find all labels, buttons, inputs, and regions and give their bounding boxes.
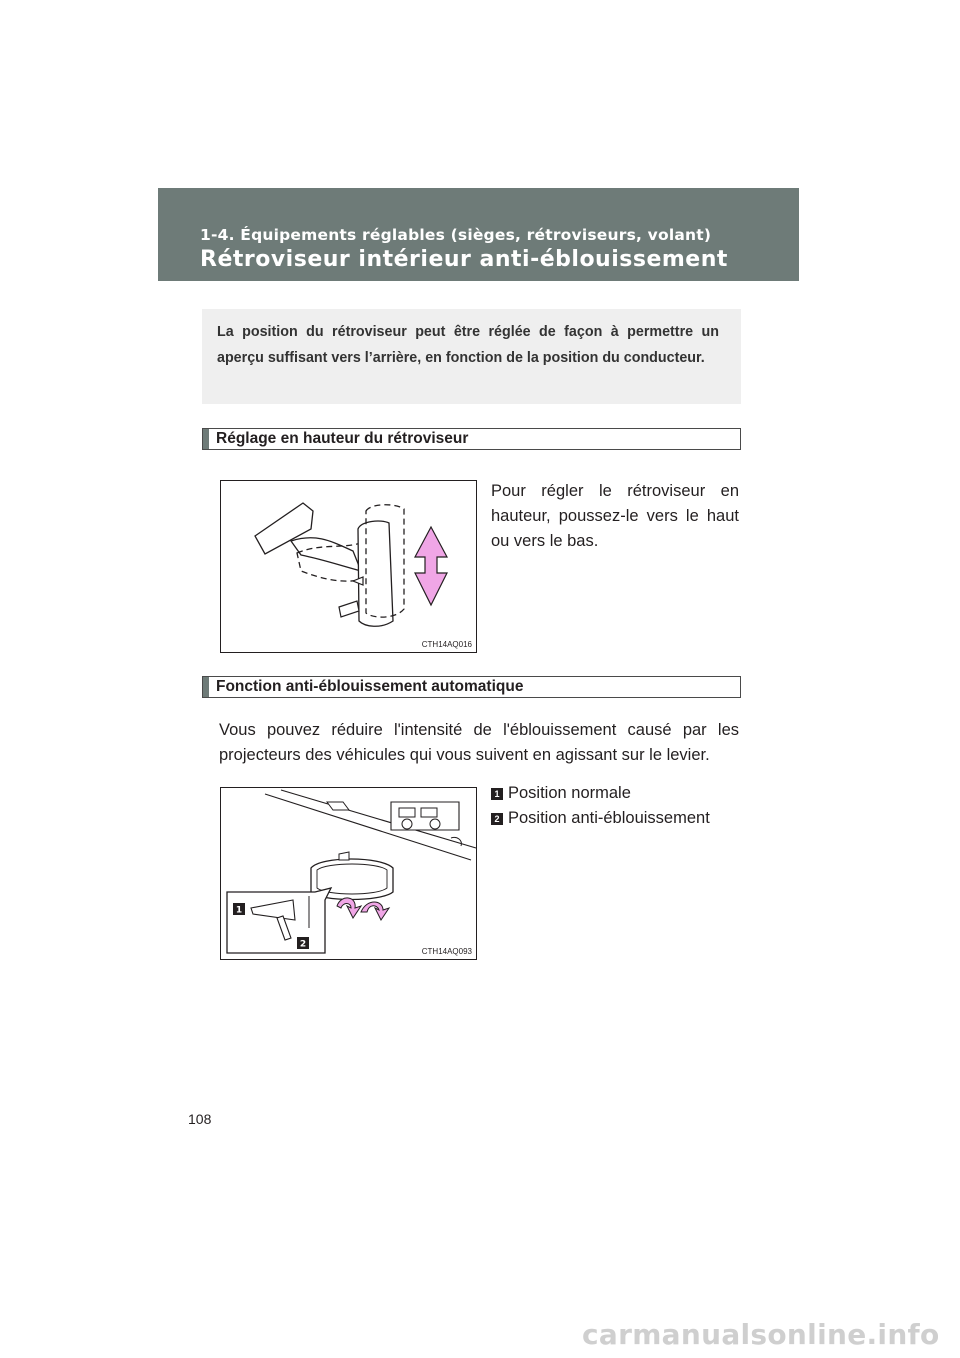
page-number: 108: [188, 1111, 212, 1127]
section-heading-text: Réglage en hauteur du rétroviseur: [216, 430, 469, 447]
heading-bar: [203, 677, 209, 697]
watermark: carmanualsonline.info: [582, 1318, 940, 1351]
intro-text: La position du rétroviseur peut être réglée de façon à permettre un aperçu suffisant vers l’arrière, en fonction de la position du conducteur.: [217, 324, 719, 366]
number-2-label: 2: [299, 939, 307, 950]
list-item-label: Position normale: [508, 784, 631, 802]
height-adjust-text: Pour régler le rétroviseur en hauteur, poussez-le vers le haut ou vers le bas.: [491, 482, 739, 550]
figure-mirror-height: [220, 480, 477, 653]
figure-code: CTH14AQ093: [421, 947, 472, 956]
heading-bar: [203, 429, 209, 449]
list-item: [491, 783, 631, 803]
section-heading-text: Fonction anti-éblouissement automatique: [216, 678, 524, 695]
figure-mirror-lever: [220, 787, 477, 960]
anti-glare-text: Vous pouvez réduire l'intensité de l'éblouissement causé par les projecteurs des véhicules qui vous suivent en agissant sur le levier.: [219, 721, 739, 764]
number-badge: 2: [491, 813, 503, 825]
list-item-label: Position anti-éblouissement: [508, 809, 710, 827]
intro-box: [202, 309, 741, 404]
chapter-header: [158, 188, 799, 281]
section-heading-height-adjust: [202, 428, 741, 450]
number-1-label: 1: [235, 905, 243, 916]
up-down-arrow-icon: [415, 527, 447, 605]
page-title: Rétroviseur intérieur anti-éblouissement: [200, 247, 728, 272]
section-heading-anti-glare: [202, 676, 741, 698]
mirror-lever-illustration: [221, 788, 478, 961]
number-badge: 1: [491, 788, 503, 800]
section-label: 1-4. Équipements réglables (sièges, rétroviseurs, volant): [200, 226, 712, 244]
figure-code: CTH14AQ016: [421, 640, 472, 649]
mirror-height-illustration: [221, 481, 478, 654]
list-item: [491, 808, 710, 828]
